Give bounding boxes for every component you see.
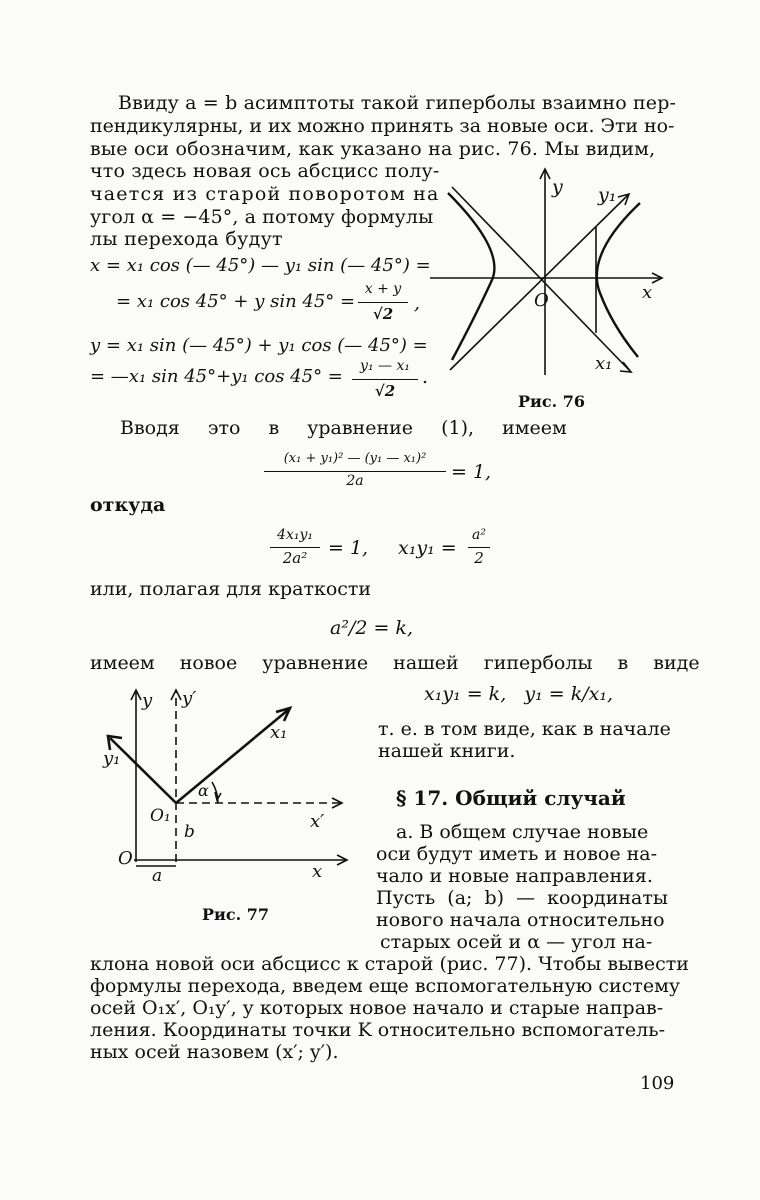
- text-line: пендикулярны, и их можно принять за новые оси. Эти но-: [90, 115, 675, 137]
- text-line: лы перехода будут: [90, 228, 283, 250]
- text-line: откуда: [90, 494, 166, 516]
- text-line: формулы перехода, введем еще вспомогательную систему: [90, 975, 681, 997]
- new-origin-label: O₁: [150, 806, 171, 826]
- text-line: т. е. в том виде, как в начале: [378, 718, 671, 740]
- fraction-denominator: 2a²: [282, 549, 308, 567]
- text-line: нового начала относительно: [376, 909, 665, 931]
- y1-label: y₁: [103, 748, 121, 769]
- equation-line: x₁y₁ = k, y₁ = k/x₁,: [424, 683, 613, 705]
- text-line: Ввиду a = b асимптоты такой гиперболы взаимно пер-: [118, 92, 677, 114]
- fraction-bar: [270, 547, 320, 548]
- text-line: угол α = −45°, а потому формулы: [90, 206, 434, 228]
- text-line: а. В общем случае новые: [396, 821, 649, 843]
- fraction-numerator: a²: [472, 527, 486, 543]
- equation-line: a²/2 = k,: [330, 617, 413, 639]
- text-line: имеем новое уравнение нашей гиперболы в виде: [90, 652, 700, 674]
- y1-label: y₁: [598, 184, 617, 206]
- fraction-numerator: x + y: [364, 281, 402, 297]
- text-line: ления. Координаты точки K относительно вспомогатель-: [90, 1019, 666, 1041]
- fraction-denominator: 2a: [346, 473, 364, 489]
- figure-77-caption: Рис. 77: [202, 905, 270, 924]
- x1-axis: [452, 187, 630, 371]
- text-line: Вводя это в уравнение (1), имеем: [120, 417, 567, 439]
- figure-77-axes-transform: [100, 680, 362, 885]
- equation-rhs: = 1,: [328, 537, 369, 559]
- text-line: или, полагая для краткости: [90, 578, 372, 600]
- text-line: осей O₁x′, O₁y′, у которых новое начало и старые направ-: [90, 997, 664, 1019]
- equation-line: = —x₁ sin 45°+y₁ cos 45° =: [90, 366, 343, 387]
- origin-label: O: [118, 848, 133, 869]
- fraction-numerator: (x₁ + y₁)² — (y₁ — x₁)²: [283, 451, 427, 466]
- comma: ,: [414, 292, 421, 314]
- text-line: старых осей и α — угол на-: [380, 931, 653, 953]
- period: .: [422, 366, 429, 388]
- y1-axis: [450, 195, 628, 370]
- text-line: вые оси обозначим, как указано на рис. 76. Мы видим,: [90, 138, 656, 160]
- text-line: клона новой оси абсцисс к старой (рис. 77). Чтобы вывести: [90, 953, 689, 975]
- y-prime-label: y′: [182, 688, 197, 709]
- text-line: чало и новые направления.: [376, 865, 653, 887]
- x1-label: x₁: [270, 722, 288, 743]
- figure-76-hyperbola: [430, 165, 670, 385]
- page-number: 109: [640, 1073, 675, 1094]
- text-line: Пусть (a; b) — координаты: [376, 887, 669, 909]
- x-label: x: [642, 282, 653, 303]
- equation-line: = x₁ cos 45° + y sin 45° =: [116, 291, 356, 312]
- text-line: оси будут иметь и новое на-: [376, 843, 658, 865]
- fraction-numerator: y₁ — x₁: [360, 358, 410, 374]
- fraction-denominator: √2: [372, 305, 394, 323]
- figure-76-caption: Рис. 76: [518, 392, 586, 411]
- x-label: x: [312, 861, 323, 882]
- fraction-bar: [358, 302, 408, 303]
- a-label: a: [152, 866, 163, 885]
- origin-label: O: [534, 290, 549, 311]
- x1-label: x₁: [595, 353, 613, 374]
- fraction-bar: [264, 471, 446, 472]
- text-line: чается из старой поворотом на: [90, 183, 440, 205]
- text-line: ных осей назовем (x′; y′).: [90, 1041, 339, 1063]
- fraction-bar: [468, 547, 490, 548]
- y-label: y: [552, 176, 563, 198]
- equation-rhs: = 1,: [451, 461, 492, 483]
- fraction-numerator: 4x₁y₁: [277, 527, 313, 543]
- equation-line: x = x₁ cos (— 45°) — y₁ sin (— 45°) =: [90, 255, 431, 276]
- alpha-label: α: [198, 781, 209, 800]
- section-heading: § 17. Общий случай: [396, 786, 626, 810]
- fraction-denominator: 2: [474, 549, 484, 567]
- equation-line: y = x₁ sin (— 45°) + y₁ cos (— 45°) =: [90, 335, 428, 356]
- fraction-denominator: √2: [374, 382, 396, 400]
- hyperbola-right-branch: [597, 203, 640, 357]
- text-line: нашей книги.: [378, 740, 516, 762]
- equation-mid: x₁y₁ =: [398, 537, 457, 559]
- hyperbola-left-branch: [448, 193, 494, 360]
- fraction-bar: [352, 379, 418, 380]
- y-label: y: [142, 690, 153, 711]
- text-line: что здесь новая ось абсцисс полу-: [90, 160, 440, 182]
- x-prime-label: x′: [310, 811, 325, 832]
- b-label: b: [184, 822, 195, 842]
